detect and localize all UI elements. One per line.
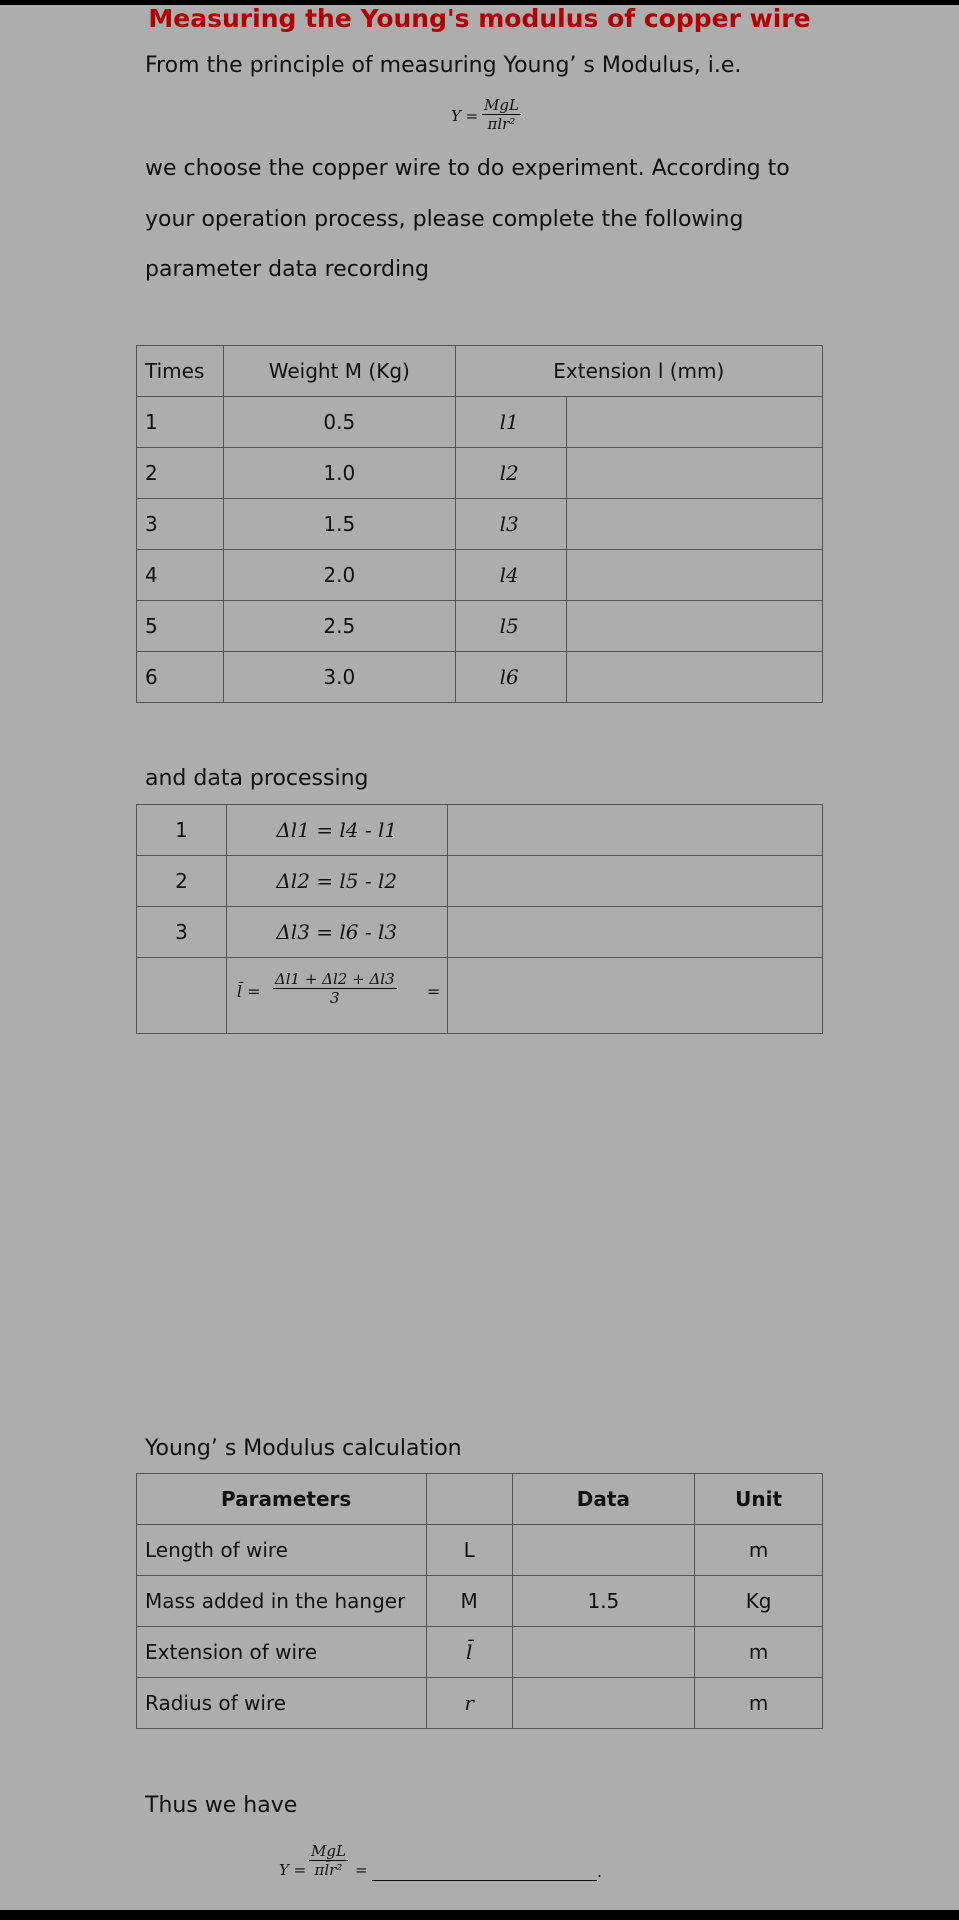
param-unit: m <box>695 1627 823 1678</box>
mean-numerator: Δl1 + Δl2 + Δl3 <box>274 970 395 988</box>
row-weight: 2.0 <box>223 550 455 601</box>
body-line-2: your operation process, please complete the following <box>145 207 744 232</box>
processing-index-empty <box>137 958 227 1034</box>
table-row <box>137 1525 823 1576</box>
processing-index: 2 <box>137 856 227 907</box>
calc-table-header-row <box>137 1474 823 1525</box>
row-weight: 1.5 <box>223 499 455 550</box>
answer-blank[interactable] <box>372 1860 597 1881</box>
calc-heading: Young’ s Modulus calculation <box>145 1436 462 1461</box>
calc-table <box>136 1473 823 1729</box>
formula-denominator: πlr² <box>487 115 516 133</box>
row-extension-label: l3 <box>455 499 566 550</box>
processing-expression: Δl1 = l4 - l1 <box>226 805 447 856</box>
table-row <box>137 805 823 856</box>
row-extension-label: l5 <box>455 601 566 652</box>
row-extension-value[interactable] <box>566 550 822 601</box>
final-formula-numerator: MgL <box>311 1842 346 1860</box>
row-times: 3 <box>137 499 224 550</box>
processing-expression: Δl3 = l6 - l3 <box>226 907 447 958</box>
param-name: Radius of wire <box>137 1678 427 1729</box>
final-period: . <box>597 1862 603 1881</box>
formula-numerator: MgL <box>484 96 519 114</box>
body-line-3: parameter data recording <box>145 257 429 282</box>
param-name: Extension of wire <box>137 1627 427 1678</box>
final-formula-lhs: Y = <box>279 1861 307 1879</box>
bottom-bar <box>0 1910 959 1920</box>
param-symbol: L <box>426 1525 512 1576</box>
param-unit: m <box>695 1678 823 1729</box>
header-extension: Extension l (mm) <box>455 346 822 397</box>
table-row <box>137 1678 823 1729</box>
final-formula-denominator: πl̄r² <box>314 1861 343 1879</box>
processing-result[interactable] <box>447 856 822 907</box>
processing-result[interactable] <box>447 805 822 856</box>
thus-text: Thus we have <box>145 1793 298 1818</box>
processing-heading: and data processing <box>145 766 369 791</box>
header-data: Data <box>512 1474 695 1525</box>
table-row <box>137 856 823 907</box>
row-extension-label: l6 <box>455 652 566 703</box>
table-row <box>137 1627 823 1678</box>
processing-index: 3 <box>137 907 227 958</box>
mean-fraction <box>273 970 397 1007</box>
row-times: 2 <box>137 448 224 499</box>
table-row <box>137 601 823 652</box>
mean-rhs: = <box>426 982 441 1001</box>
mean-lhs: l̄ = <box>236 982 261 1001</box>
data-table-header-row <box>137 346 823 397</box>
processing-expression: Δl2 = l5 - l2 <box>226 856 447 907</box>
body-line-1: we choose the copper wire to do experiment. According to <box>145 156 790 181</box>
row-extension-value[interactable] <box>566 499 822 550</box>
param-name: Length of wire <box>137 1525 427 1576</box>
row-extension-value[interactable] <box>566 448 822 499</box>
param-symbol: r <box>426 1678 512 1729</box>
final-formula-fraction <box>309 1842 348 1879</box>
row-weight: 0.5 <box>223 397 455 448</box>
table-row <box>137 448 823 499</box>
header-parameters: Parameters <box>137 1474 427 1525</box>
param-unit: m <box>695 1525 823 1576</box>
row-extension-label: l1 <box>455 397 566 448</box>
table-row <box>137 958 823 1034</box>
formula-lhs: Y = <box>451 107 479 125</box>
row-weight: 2.5 <box>223 601 455 652</box>
param-data[interactable] <box>512 1525 695 1576</box>
table-row <box>137 550 823 601</box>
row-times: 4 <box>137 550 224 601</box>
table-row <box>137 652 823 703</box>
mean-result[interactable] <box>447 958 822 1034</box>
table-row <box>137 1576 823 1627</box>
param-symbol: M <box>426 1576 512 1627</box>
processing-result[interactable] <box>447 907 822 958</box>
param-data[interactable]: 1.5 <box>512 1576 695 1627</box>
processing-table <box>136 804 823 1034</box>
param-symbol: l̄ <box>426 1627 512 1678</box>
data-table <box>136 345 823 703</box>
header-weight: Weight M (Kg) <box>223 346 455 397</box>
mean-denominator: 3 <box>329 989 340 1007</box>
row-weight: 1.0 <box>223 448 455 499</box>
row-extension-value[interactable] <box>566 601 822 652</box>
processing-index: 1 <box>137 805 227 856</box>
table-row <box>137 907 823 958</box>
formula-fraction <box>482 96 521 133</box>
param-data[interactable] <box>512 1627 695 1678</box>
row-extension-label: l2 <box>455 448 566 499</box>
param-data[interactable] <box>512 1678 695 1729</box>
row-weight: 3.0 <box>223 652 455 703</box>
header-symbol <box>426 1474 512 1525</box>
table-row <box>137 397 823 448</box>
mean-extension-cell <box>226 958 447 1034</box>
param-name: Mass added in the hanger <box>137 1576 427 1627</box>
header-times: Times <box>137 346 224 397</box>
table-row <box>137 499 823 550</box>
row-extension-value[interactable] <box>566 397 822 448</box>
row-times: 5 <box>137 601 224 652</box>
intro-line: From the principle of measuring Young’ s Modulus, i.e. <box>145 53 742 78</box>
final-formula-rhs: = <box>355 1861 368 1879</box>
row-extension-label: l4 <box>455 550 566 601</box>
param-unit: Kg <box>695 1576 823 1627</box>
row-times: 1 <box>137 397 224 448</box>
row-extension-value[interactable] <box>566 652 822 703</box>
row-times: 6 <box>137 652 224 703</box>
header-unit: Unit <box>695 1474 823 1525</box>
page-title: Measuring the Young's modulus of copper wire <box>148 4 811 33</box>
